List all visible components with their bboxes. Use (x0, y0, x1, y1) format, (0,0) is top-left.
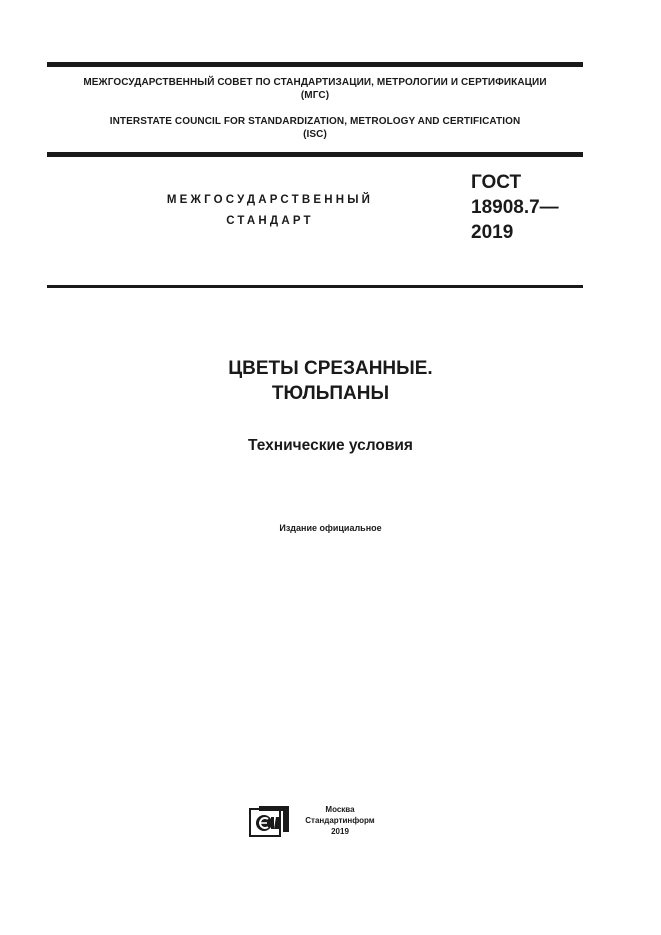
publisher-info (295, 804, 385, 837)
designation-rule (47, 285, 583, 288)
council-ru-name: МЕЖГОСУДАРСТВЕННЫЙ СОВЕТ ПО СТАНДАРТИЗАЦИИ, МЕТРОЛОГИИ И СЕРТИФИКАЦИИ (83, 77, 547, 88)
council-en (47, 115, 583, 141)
title-line1: ЦВЕТЫ СРЕЗАННЫЕ. (228, 358, 433, 379)
gost-prefix: ГОСТ (471, 172, 522, 193)
gost-number: 18908.7— (471, 197, 559, 218)
council-ru-abbr: (МГС) (300, 90, 330, 101)
council-en-abbr: (ISC) (303, 129, 327, 140)
title-line2: ТЮЛЬПАНЫ (271, 383, 390, 404)
standard-kind-line2: СТАНДАРТ (226, 215, 314, 227)
gost-year: 2019 (471, 222, 514, 243)
publisher-city: Москва (325, 805, 355, 814)
document-title (0, 356, 661, 406)
publisher-year: 2019 (331, 827, 349, 836)
header-bottom-rule (47, 152, 583, 157)
standard-kind-line1: МЕЖГОСУДАРСТВЕННЫЙ (166, 194, 374, 206)
standartinform-logo-icon (249, 805, 289, 837)
document-subtitle: Технические условия (248, 437, 413, 454)
council-ru (47, 76, 583, 102)
edition-note: Издание официальное (279, 523, 382, 533)
publisher-name: Стандартинформ (305, 816, 375, 825)
gost-designation (471, 170, 559, 245)
council-en-name: INTERSTATE COUNCIL FOR STANDARDIZATION, METROLOGY AND CERTIFICATION (109, 116, 521, 127)
standard-kind (95, 190, 445, 232)
top-rule (47, 62, 583, 67)
